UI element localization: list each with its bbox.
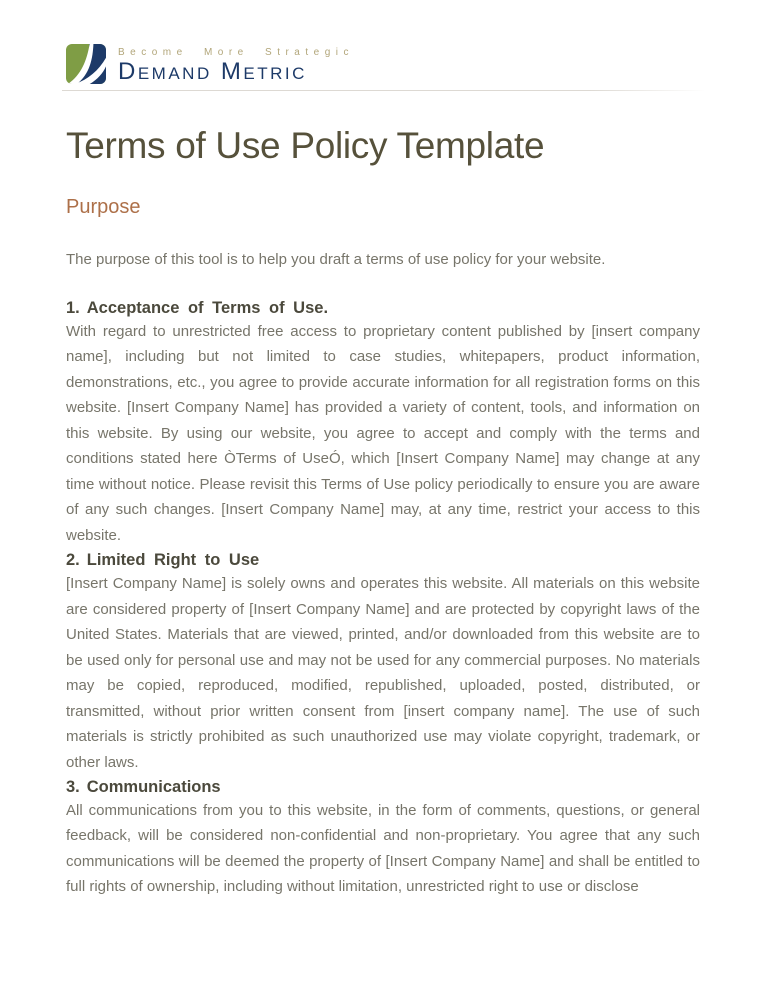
- header-divider: [62, 90, 706, 91]
- demand-metric-logo-icon: [66, 44, 106, 84]
- logo: [66, 44, 700, 85]
- section-1-number: 1.: [66, 299, 80, 318]
- section-2-heading: [66, 550, 700, 571]
- section-3-body: All communications from you to this website, in the form of comments, questions, or general feedback, will be considered non-confidential and non-proprietary. You agree that any such communications will be deemed the property of [Insert Company Name] and shall be entitled to full rights of ownership, including without limitation, unrestricted right to use or disclose: [66, 801, 700, 896]
- purpose-text: The purpose of this tool is to help you draft a terms of use policy for your website.: [66, 250, 606, 268]
- section-2-heading-text: Limited Right to Use: [86, 551, 260, 570]
- logo-tagline: Become More Strategic: [118, 47, 354, 58]
- section-3-heading: [66, 777, 700, 798]
- section-3-heading-text: Communications: [86, 778, 221, 797]
- section-acceptance: [66, 298, 700, 548]
- section-1-heading-text: Acceptance of Terms of Use.: [86, 299, 329, 318]
- section-1-heading: [66, 298, 700, 319]
- logo-brand: Demand Metric: [118, 58, 307, 85]
- section-2-body: [Insert Company Name] is solely owns and operates this website. All materials on this website are considered property of [Insert Company Name] and are protected by copyright laws of the United States. Materials that are viewed, printed, and/or downloaded from this website are to be used only for personal use and may not be used for any commercial purposes. No materials may be copied, reproduced, modified, republished, uploaded, posted, distributed, or transmitted, without prior written consent from [insert company name]. The use of such materials is strictly prohibited as such unauthorized use may violate copyright, trademark, or other laws.: [66, 575, 700, 771]
- logo-text: [118, 44, 354, 85]
- page-title: Terms of Use Policy Template: [66, 125, 545, 167]
- section-communications: [66, 777, 700, 900]
- section-1-body: With regard to unrestricted free access to proprietary content published by [insert company name], including but not limited to case studies, whitepapers, product information, demonstrations, etc., you agree to provide accurate information for all registration forms on this website. [Insert Company Name] has provided a variety of content, tools, and information on this website. By using our website, you agree to accept and comply with the terms and conditions stated here ÒTerms of UseÓ, which [Insert Company Name] may change at any time without notice. Please revisit this Terms of Use policy periodically to ensure you are aware of any such changes. [Insert Company Name] may, at any time, restrict your access to this website.: [66, 322, 700, 544]
- section-limited-right: [66, 550, 700, 775]
- purpose-heading: Purpose: [66, 195, 141, 218]
- section-3-number: 3.: [66, 778, 80, 797]
- section-2-number: 2.: [66, 551, 80, 570]
